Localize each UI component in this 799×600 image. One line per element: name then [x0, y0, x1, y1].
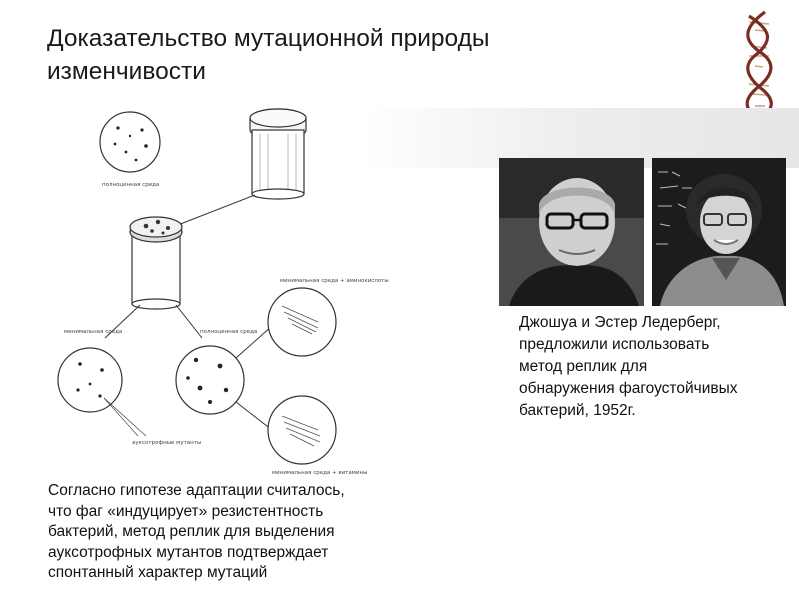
slide-title: Доказательство мутационной природы изменчивости	[47, 25, 490, 85]
replica-plating-diagram	[50, 100, 389, 480]
plate-minimal-medium	[58, 348, 146, 436]
plate-minimal-vitamins	[268, 396, 336, 464]
portrait-joshua-lederberg	[499, 158, 644, 306]
label-minimal-vitamins: минимальная среда + витамины	[272, 470, 368, 476]
label-complete-medium-right: полноценная среда	[200, 329, 258, 335]
caption-lederberg: Джошуа и Эстер Ледерберг, предложили использовать метод реплик для обнаружения фагоустойчивых бактерий, 1952г.	[519, 314, 738, 419]
label-minimal-amino-acids: минимальная среда + аминокислоты	[280, 278, 389, 284]
velvet-stamp-middle	[130, 217, 182, 309]
portrait-esther-lederberg	[652, 158, 786, 306]
plate-minimal-amino-acids	[268, 288, 336, 356]
label-auxotroph-mutants: ауксотрофные мутанты	[132, 440, 202, 446]
caption-adaptation-hypothesis: Согласно гипотезе адаптации считалось, что фаг «индуцирует» резистентность бактерий, метод реплик для выделения ауксотрофных мутантов подтверждает спонтанный характер мутаций	[48, 482, 345, 581]
label-complete-medium: полноценная среда	[102, 182, 160, 188]
plate-complete-medium	[100, 112, 160, 172]
plate-complete-medium-right	[176, 346, 244, 414]
velvet-stamp-top	[250, 109, 306, 199]
label-minimal-medium: минимальная среда	[64, 329, 123, 335]
